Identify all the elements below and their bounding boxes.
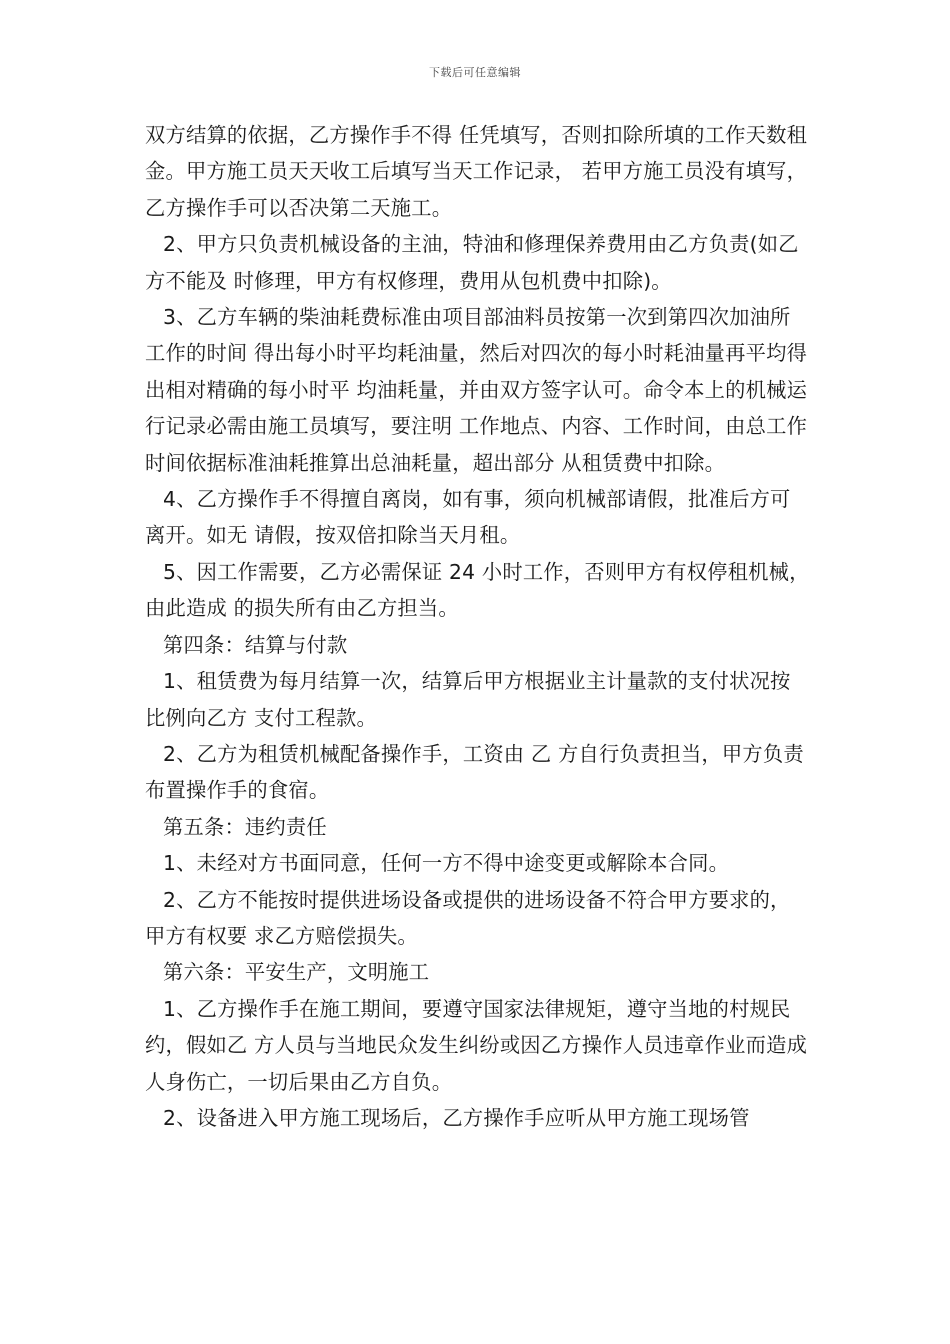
paragraph-continuation: 双方结算的依据，乙方操作手不得 任凭填写，否则扣除所填的工作天数租金。甲方施工员天天收工后填写当天工作记录， 若甲方施工员没有填写，乙方操作手可以否决第二天施工。 xyxy=(145,123,808,220)
paragraph-article-5-item-2: 2、乙方不能按时提供进场设备或提供的进场设备不符合甲方要求的，甲方有权要 求乙方赔偿损失。 xyxy=(145,887,791,948)
paragraph-article-6-item-2: 2、设备进入甲方施工现场后，乙方操作手应听从甲方施工现场管 xyxy=(163,1105,750,1130)
section-heading-article-5: 第五条：违约责任 xyxy=(163,814,327,839)
section-heading-article-6: 第六条：平安生产，文明施工 xyxy=(163,960,430,985)
paragraph-item-3: 3、乙方车辆的柴油耗费标准由项目部油料员按第一次到第四次加油所工作的时间 得出每小时平均耗油量，然后对四次的每小时耗油量再平均得出相对精确的每小时平 均油耗量，并由双方签字认可。命令本上的机械运行记录必需由施工员填写，要注明 工作地点、内容、工作时间，由总工作时间依据标准油耗推算出总油耗量，超出部分 从租赁费中扣除。 xyxy=(145,305,808,475)
paragraph-item-5: 5、因工作需要，乙方必需保证 24 小时工作，否则甲方有权停租机械，由此造成 的损失所有由乙方担当。 xyxy=(145,559,810,621)
section-heading-article-4: 第四条：结算与付款 xyxy=(163,632,348,657)
paragraph-article-6-item-1: 1、乙方操作手在施工期间，要遵守国家法律规矩，遵守当地的村规民约，假如乙 方人员与当地民众发生纠纷或因乙方操作人员违章作业而造成人身伤亡，一切后果由乙方自负。 xyxy=(145,996,808,1094)
paragraph-article-4-item-2: 2、乙方为租赁机械配备操作手，工资由 乙 方自行负责担当，甲方负责布置操作手的食宿。 xyxy=(145,741,804,803)
paragraph-item-2: 2、甲方只负责机械设备的主油，特油和修理保养费用由乙方负责(如乙方不能及 时修理，甲方有权修理，费用从包机费中扣除)。 xyxy=(145,232,799,293)
page-header: 下载后可任意编辑 xyxy=(429,66,521,79)
document-body xyxy=(145,117,810,1136)
paragraph-item-4: 4、乙方操作手不得擅自离岗，如有事，须向机械部请假，批准后方可离开。如无 请假，按双倍扣除当天月租。 xyxy=(145,487,791,548)
paragraph-article-4-item-1: 1、租赁费为每月结算一次，结算后甲方根据业主计量款的支付状况按比例向乙方 支付工程款。 xyxy=(145,669,791,730)
paragraph-article-5-item-1: 1、未经对方书面同意，任何一方不得中途变更或解除本合同。 xyxy=(163,851,730,876)
